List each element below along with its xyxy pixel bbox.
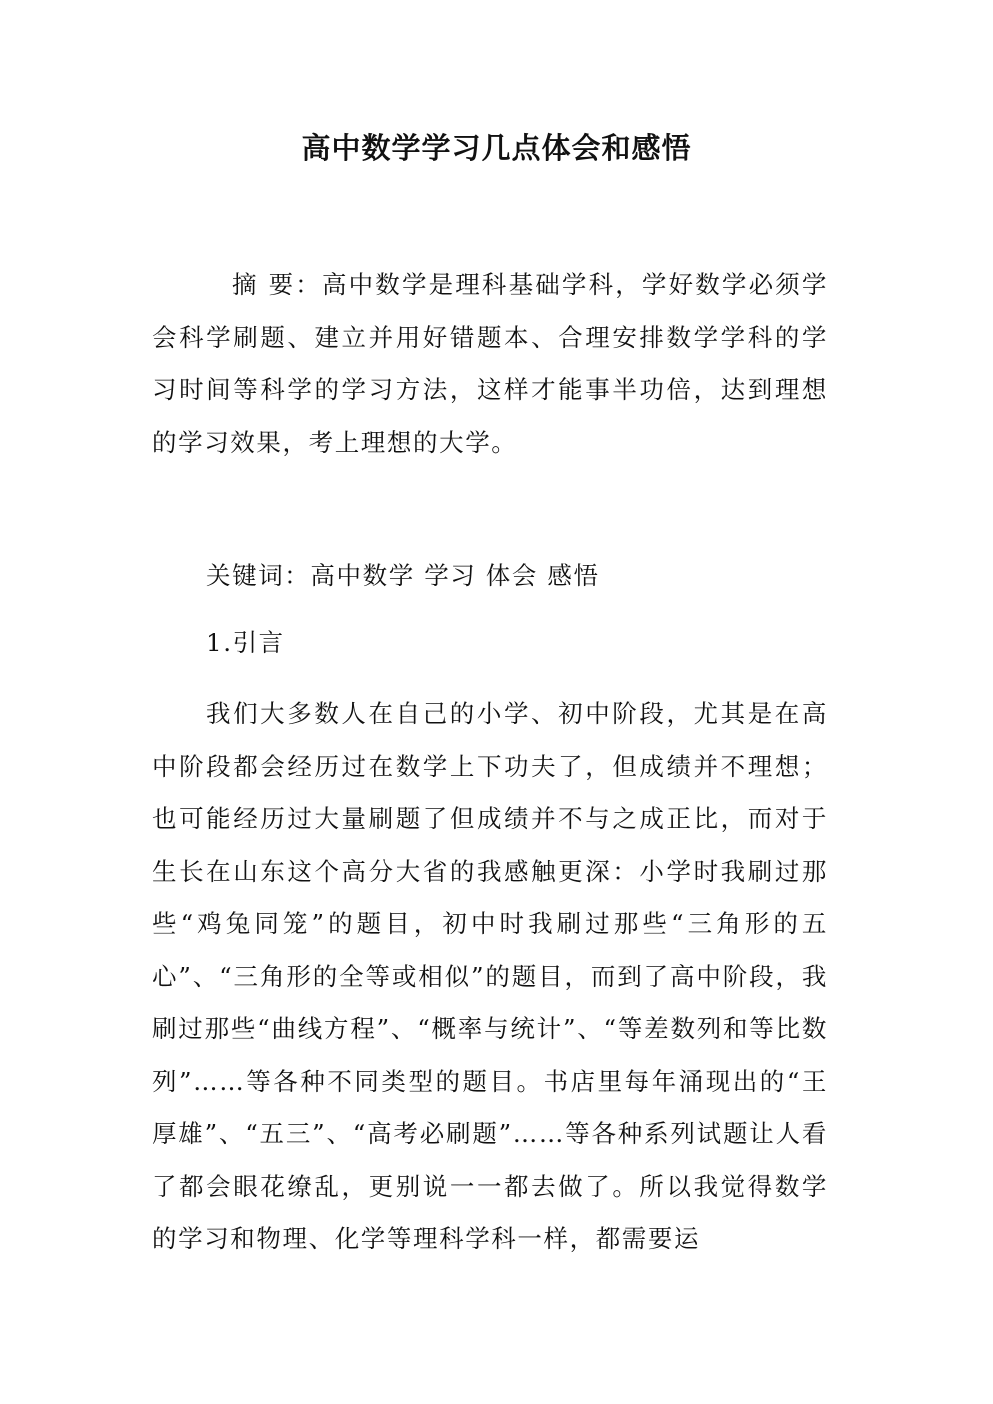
intro-paragraph: 我们大多数人在自己的小学、初中阶段，尤其是在高中阶段都会经历过在数学上下功夫了，但成绩并不理想；也可能经历过大量刷题了但成绩并不与之成正比，而对于生长在山东这个高分大省的我感触更深：小学时我刷过那些“鸡兔同笼”的题目，初中时我刷过那些“三角形的五心”、“三角形的全等或相似”的题目，而到了高中阶段，我刷过那些“曲线方程”、“概率与统计”、“等差数列和等比数列”……等各种不同类型的题目。书店里每年涌现出的“王厚雄”、“五三”、“高考必刷题”……等各种系列试题让人看了都会眼花缭乱，更别说一一都去做了。所以我觉得数学的学习和物理、化学等理科学科一样，都需要运 (152, 699, 828, 1253)
keywords-label: 关键词： (206, 561, 311, 590)
abstract-text: 高中数学是理科基础学科，学好数学必须学会科学刷题、建立并用好错题本、合理安排数学学科的学习时间等科学的学习方法，这样才能事半功倍，达到理想的学习效果，考上理想的大学。 (152, 270, 829, 457)
document-title: 高中数学学习几点体会和感悟 (301, 131, 692, 165)
keywords-paragraph (152, 550, 828, 603)
section-heading: 1.引言 (206, 628, 285, 657)
keywords-text: 高中数学 学习 体会 感悟 (310, 561, 600, 590)
abstract-label: 摘 要： (232, 270, 322, 299)
abstract-paragraph (152, 259, 828, 469)
